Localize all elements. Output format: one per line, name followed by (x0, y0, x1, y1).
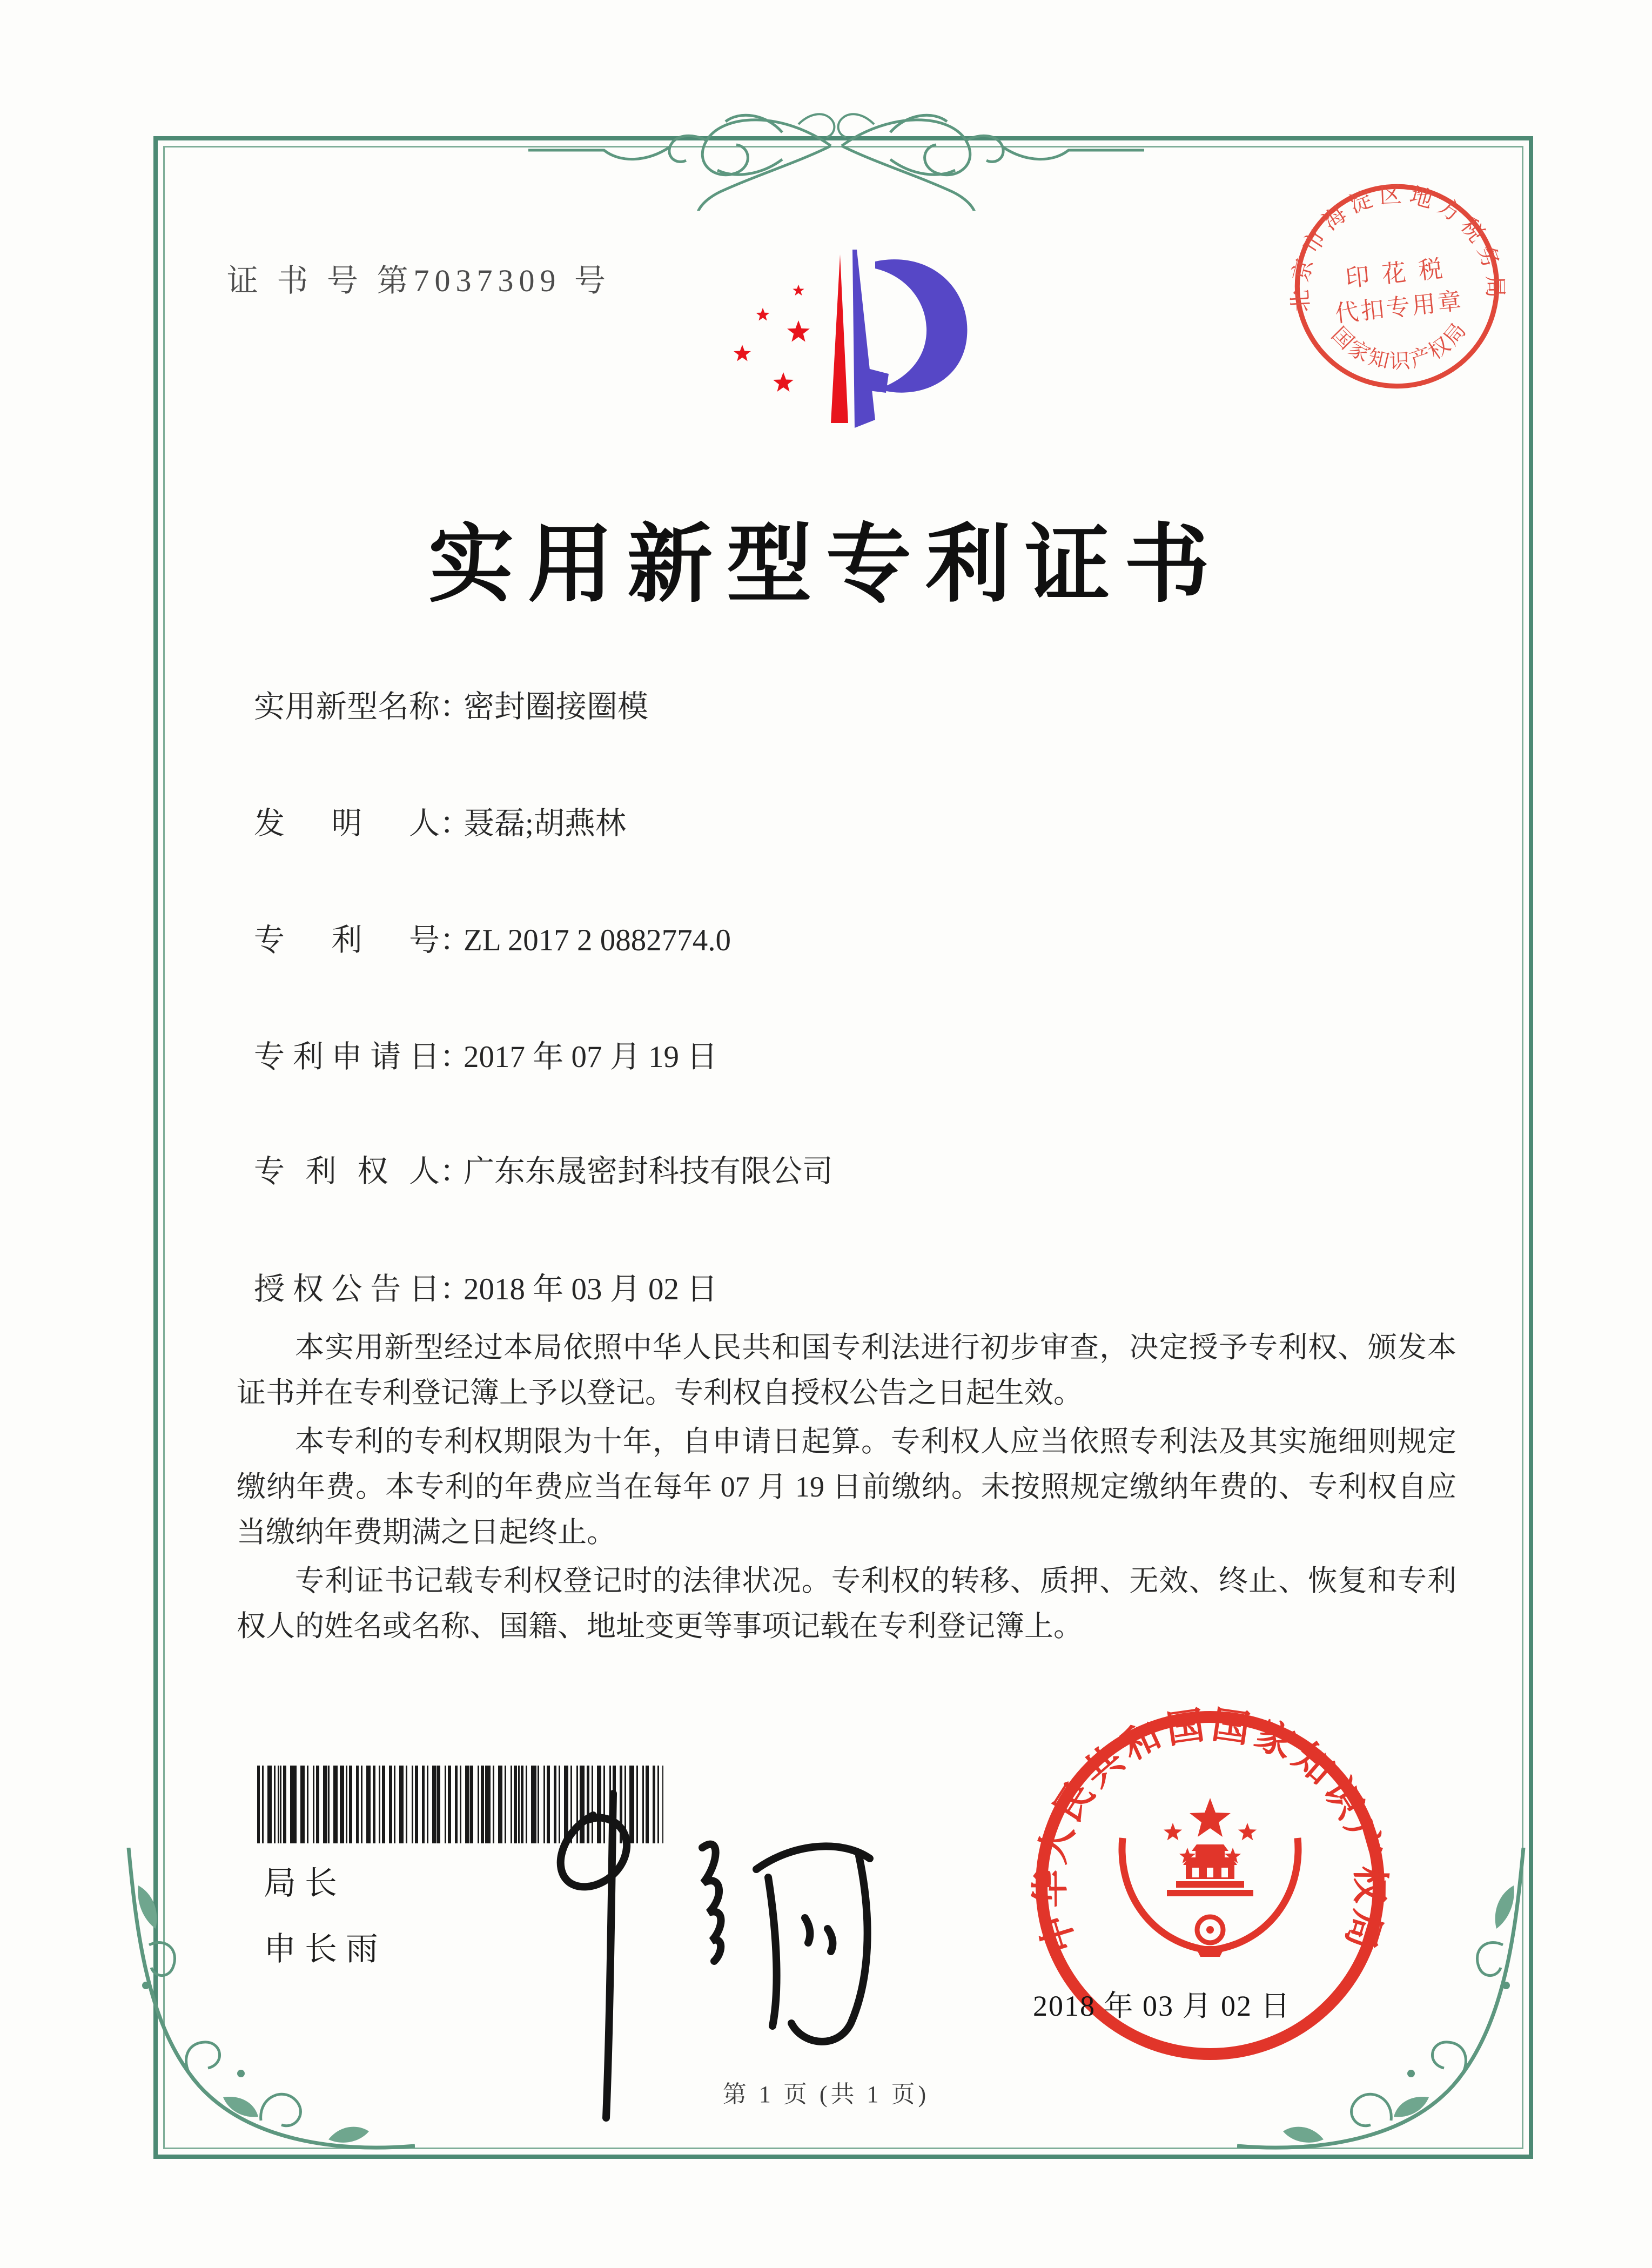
logo-red-wedge (831, 254, 848, 423)
field-value: 密封圈接圈模 (464, 690, 648, 724)
field-colon: ： (440, 690, 471, 724)
field-label: 授权公告日 (254, 1272, 440, 1306)
director-title: 局长 (264, 1866, 346, 1901)
body-paragraph-3: 专利证书记载专利权登记时的法律状况。专利权的转移、质押、无效、终止、恢复和专利权人的姓名或名称、国籍、地址变更等事项记载在专利登记簿上。 (237, 1565, 1456, 1642)
cnipa-logo (721, 239, 975, 455)
field-patentee (254, 1146, 833, 1191)
field-grant-date (254, 1264, 717, 1309)
field-label: 专利权人 (254, 1155, 440, 1189)
field-colon: ： (440, 1155, 471, 1189)
tax-stamp-center-line1: 印 花 税 (1344, 254, 1447, 292)
field-label: 专利号 (254, 923, 440, 957)
top-flourish-ornament (528, 81, 1144, 211)
director-name: 申长雨 (264, 1931, 387, 1967)
seal-ring-text: 中华人民共和国国家知识产权局 (1030, 1704, 1391, 1958)
field-label: 实用新型名称 (254, 690, 440, 724)
field-colon: ： (440, 1040, 471, 1074)
tax-stamp-center-line2: 代扣专用章 (1334, 288, 1465, 327)
field-utility-model-name (254, 682, 648, 726)
tax-stamp-bottom-text: 国家知识产权局 (1327, 317, 1472, 374)
field-label: 专利申请日 (254, 1040, 440, 1074)
field-value: 2017 年 07 月 19 日 (464, 1040, 718, 1074)
field-value: 广东东晟密封科技有限公司 (464, 1155, 833, 1189)
tax-stamp-top-text: 北京市海淀区地方税务局 (1287, 182, 1508, 313)
field-colon: ： (440, 807, 471, 841)
body-paragraph-2: 本专利的专利权期限为十年，自申请日起算。专利权人应当依照专利法及其实施细则规定缴纳年费。本专利的年费应当在每年 07 月 19 日前缴纳。未按照规定缴纳年费的、专利权自应当缴纳年费期满之日起终止。 (237, 1425, 1456, 1548)
field-inventors (254, 799, 626, 843)
field-colon: ： (440, 923, 471, 957)
certificate-body (237, 1325, 1456, 1652)
body-paragraph-1: 本实用新型经过本局依照中华人民共和国专利法进行初步审查，决定授予专利权、颁发本证书并在专利登记簿上予以登记。专利权自授权公告之日起生效。 (237, 1331, 1456, 1409)
logo-p-mark (852, 250, 967, 428)
field-patent-number (254, 915, 731, 959)
field-colon: ： (440, 1272, 471, 1306)
field-value: 2018 年 03 月 02 日 (464, 1272, 718, 1306)
bottom-left-corner-ornament (123, 1848, 415, 2166)
page-footer: 第 1 页 (共 1 页) (722, 2081, 930, 2108)
logo-stars (734, 254, 848, 423)
field-value: 聂磊;胡燕林 (464, 807, 626, 841)
tax-stamp-seal (1273, 163, 1520, 410)
seal-date: 2018 年 03 月 02 日 (1033, 1990, 1291, 2022)
field-value: ZL 2017 2 0882774.0 (464, 923, 731, 957)
field-label: 发明人 (254, 807, 440, 841)
certificate-title: 实用新型专利证书 (428, 518, 1224, 613)
certificate-number: 证 书 号 第7037309 号 (227, 263, 612, 298)
field-filing-date (254, 1032, 717, 1076)
